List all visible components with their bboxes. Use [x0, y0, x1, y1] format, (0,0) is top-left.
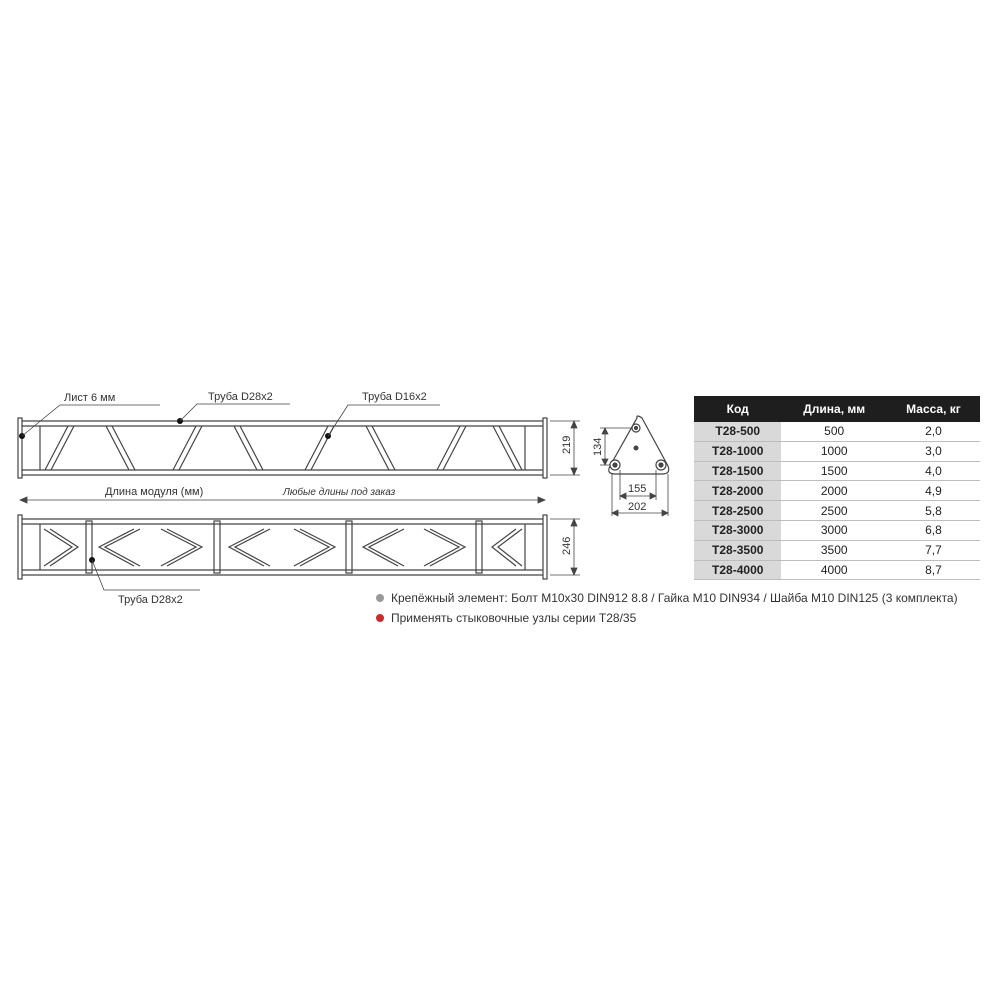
sheet-label: Лист 6 мм: [64, 392, 116, 404]
table-header-row: [694, 396, 980, 422]
cell-code: T28-4000: [694, 560, 781, 580]
cell-code: T28-2000: [694, 481, 781, 501]
cell-mass: 5,8: [887, 501, 980, 521]
table-row: [694, 461, 980, 481]
length-label: Длина модуля (мм): [105, 486, 204, 498]
cell-mass: 4,9: [887, 481, 980, 501]
cell-length: 3500: [781, 540, 886, 560]
cell-code: T28-1500: [694, 461, 781, 481]
red-bullet-icon: [376, 614, 384, 622]
side-view-truss: [18, 515, 547, 579]
cell-length: 3000: [781, 520, 886, 540]
table-row: [694, 422, 980, 441]
col-header-mass: Масса, кг: [887, 396, 980, 422]
cell-mass: 4,0: [887, 461, 980, 481]
note-text: Крепёжный элемент: Болт М10х30 DIN912 8.8 / Гайка М10 DIN934 / Шайба М10 DIN125 (3 комплекта): [391, 591, 958, 605]
notes-list: [376, 588, 958, 628]
grey-bullet-icon: [376, 594, 384, 602]
note-connectors: [376, 608, 958, 628]
table-row: [694, 540, 980, 560]
table-row: [694, 441, 980, 461]
col-header-code: Код: [694, 396, 781, 422]
cell-mass: 8,7: [887, 560, 980, 580]
cell-mass: 2,0: [887, 422, 980, 441]
cell-length: 2000: [781, 481, 886, 501]
spec-table: [694, 396, 980, 580]
side-tube-label: Труба D28x2: [118, 594, 183, 606]
cell-length: 500: [781, 422, 886, 441]
cell-code: T28-3000: [694, 520, 781, 540]
note-fasteners: [376, 588, 958, 608]
height-134: 134: [592, 437, 604, 456]
height-246: 246: [561, 536, 573, 555]
width-202: 202: [628, 501, 647, 513]
cell-code: T28-500: [694, 422, 781, 441]
table-row: [694, 501, 980, 521]
length-note: Любые длины под заказ: [283, 487, 396, 498]
cell-length: 4000: [781, 560, 886, 580]
height-219: 219: [561, 435, 573, 454]
cell-code: T28-1000: [694, 441, 781, 461]
table-row: [694, 520, 980, 540]
cell-length: 1500: [781, 461, 886, 481]
table-row: [694, 560, 980, 580]
cell-mass: 6,8: [887, 520, 980, 540]
tube-main-label: Труба D28x2: [208, 391, 273, 403]
end-view-plate: [609, 416, 669, 474]
top-leader-lines: [22, 404, 440, 436]
note-text: Применять стыковочные узлы серии T28/35: [391, 611, 637, 625]
cell-mass: 3,0: [887, 441, 980, 461]
tube-brace-label: Труба D16x2: [362, 391, 427, 403]
width-155: 155: [628, 483, 647, 495]
cell-length: 1000: [781, 441, 886, 461]
cell-code: T28-3500: [694, 540, 781, 560]
table-row: [694, 481, 980, 501]
cell-code: T28-2500: [694, 501, 781, 521]
cell-mass: 7,7: [887, 540, 980, 560]
col-header-length: Длина, мм: [781, 396, 886, 422]
cell-length: 2500: [781, 501, 886, 521]
top-view-truss: [18, 418, 547, 478]
